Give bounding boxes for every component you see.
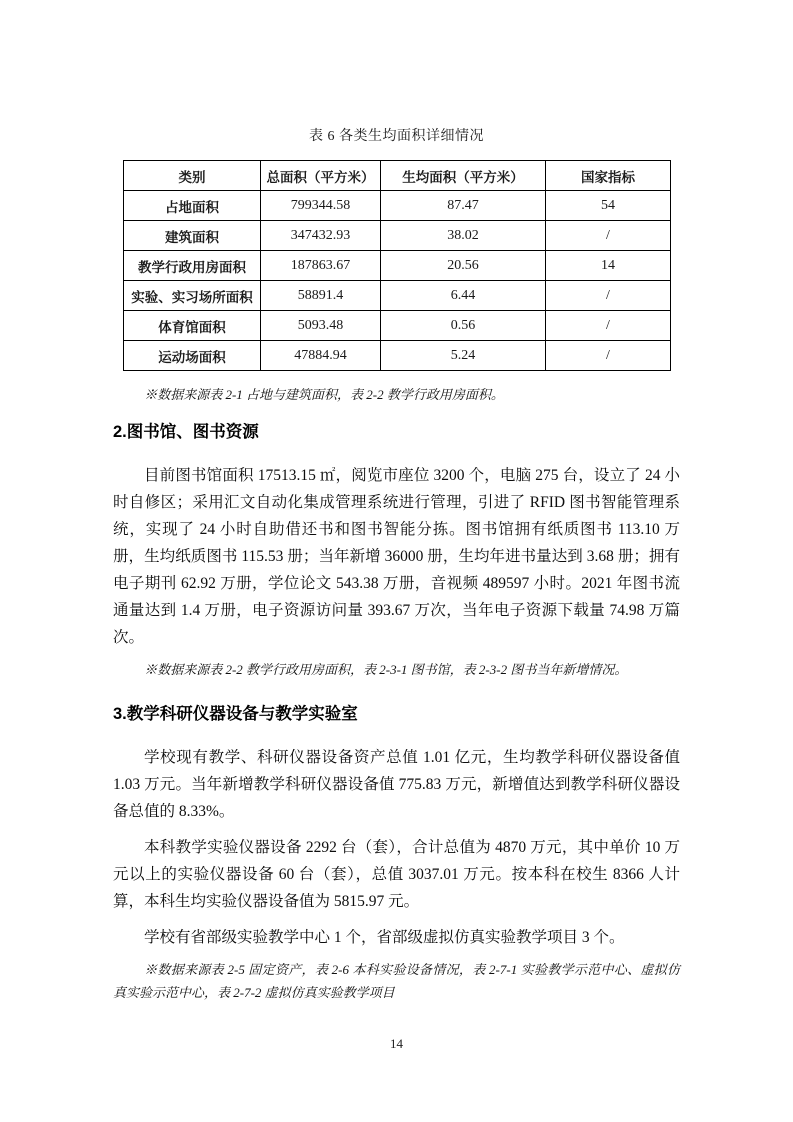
table-cell: 运动场面积 bbox=[124, 341, 261, 371]
table-cell: 教学行政用房面积 bbox=[124, 251, 261, 281]
section2-heading: 2.图书馆、图书资源 bbox=[113, 423, 259, 441]
section3-paragraph-3: 学校有省部级实验教学中心 1 个，省部级虚拟仿真实验教学项目 3 个。 bbox=[144, 929, 625, 946]
table-row bbox=[124, 251, 671, 281]
table-row bbox=[124, 281, 671, 311]
table6-header-category: 类别 bbox=[124, 161, 261, 191]
table-cell: 58891.4 bbox=[261, 281, 381, 311]
table6 bbox=[123, 160, 671, 371]
table-cell: 建筑面积 bbox=[124, 221, 261, 251]
table-row bbox=[124, 341, 671, 371]
table-cell: / bbox=[546, 281, 671, 311]
section3-paragraph-1: 学校现有教学、科研仪器设备资产总值 1.01 亿元，生均教学科研仪器设备值 1.03 万元。当年新增教学科研仪器设备值 775.83 万元，新增值达到教学科研仪器设备总值的 8.33%。 bbox=[113, 749, 680, 820]
table-cell: 实验、实习场所面积 bbox=[124, 281, 261, 311]
table-row bbox=[124, 191, 671, 221]
table6-source-note: ※数据来源表 2-1 占地与建筑面积，表 2-2 教学行政用房面积。 bbox=[144, 387, 504, 402]
section3-heading: 3.教学科研仪器设备与教学实验室 bbox=[113, 705, 358, 723]
table-cell: 20.56 bbox=[381, 251, 546, 281]
table-cell: 38.02 bbox=[381, 221, 546, 251]
table-cell: / bbox=[546, 341, 671, 371]
table6-header-per-student-area: 生均面积（平方米） bbox=[381, 161, 546, 191]
table-cell: 54 bbox=[546, 191, 671, 221]
table-cell: 14 bbox=[546, 251, 671, 281]
table-row bbox=[124, 221, 671, 251]
page-number: 14 bbox=[390, 1036, 403, 1051]
section3-source-note: ※数据来源表 2-5 固定资产，表 2-6 本科实验设备情况，表 2-7-1 实验教学示范中心、虚拟仿真实验示范中心，表 2-7-2 虚拟仿真实验教学项目 bbox=[113, 962, 680, 1000]
table6-title: 表 6 各类生均面积详细情况 bbox=[309, 129, 484, 144]
table-cell: 347432.93 bbox=[261, 221, 381, 251]
page-content bbox=[113, 0, 680, 1004]
table-cell: 799344.58 bbox=[261, 191, 381, 221]
table-row bbox=[124, 311, 671, 341]
section3-paragraph-2: 本科教学实验仪器设备 2292 台（套），合计总值为 4870 万元，其中单价 10 万元以上的实验仪器设备 60 台（套），总值 3037.01 万元。按本科在校生 8366 人计算，本科生均实验仪器设备值为 5815.97 元。 bbox=[113, 839, 680, 910]
table-cell: 0.56 bbox=[381, 311, 546, 341]
section2-source-note: ※数据来源表 2-2 教学行政用房面积，表 2-3-1 图书馆，表 2-3-2 图书当年新增情况。 bbox=[144, 662, 628, 677]
table-cell: / bbox=[546, 221, 671, 251]
table-cell: 占地面积 bbox=[124, 191, 261, 221]
table-cell: 187863.67 bbox=[261, 251, 381, 281]
table6-header-row bbox=[124, 161, 671, 191]
table-cell: 6.44 bbox=[381, 281, 546, 311]
table-cell: 5093.48 bbox=[261, 311, 381, 341]
section2-paragraph: 目前图书馆面积 17513.15 ㎡，阅览市座位 3200 个，电脑 275 台，设立了 24 小时自修区；采用汇文自动化集成管理系统进行管理，引进了 RFID 图书智能管理系统，实现了 24 小时自助借还书和图书智能分拣。图书馆拥有纸质图书 113.10 万册，生均纸质图书 115.53 册；当年新增 36000 册，生均年进书量达到 3.68 册；拥有电子期刊 62.92 万册，学位论文 543.38 万册，音视频 489597 小时。2021 年图书流通量达到 1.4 万册，电子资源访问量 393.67 万次，当年电子资源下载量 74.98 万篇次。 bbox=[113, 467, 680, 646]
table6-header-total-area: 总面积（平方米） bbox=[261, 161, 381, 191]
table-cell: / bbox=[546, 311, 671, 341]
table-cell: 体育馆面积 bbox=[124, 311, 261, 341]
table6-header-national-standard: 国家指标 bbox=[546, 161, 671, 191]
table-cell: 5.24 bbox=[381, 341, 546, 371]
table-cell: 47884.94 bbox=[261, 341, 381, 371]
table-cell: 87.47 bbox=[381, 191, 546, 221]
